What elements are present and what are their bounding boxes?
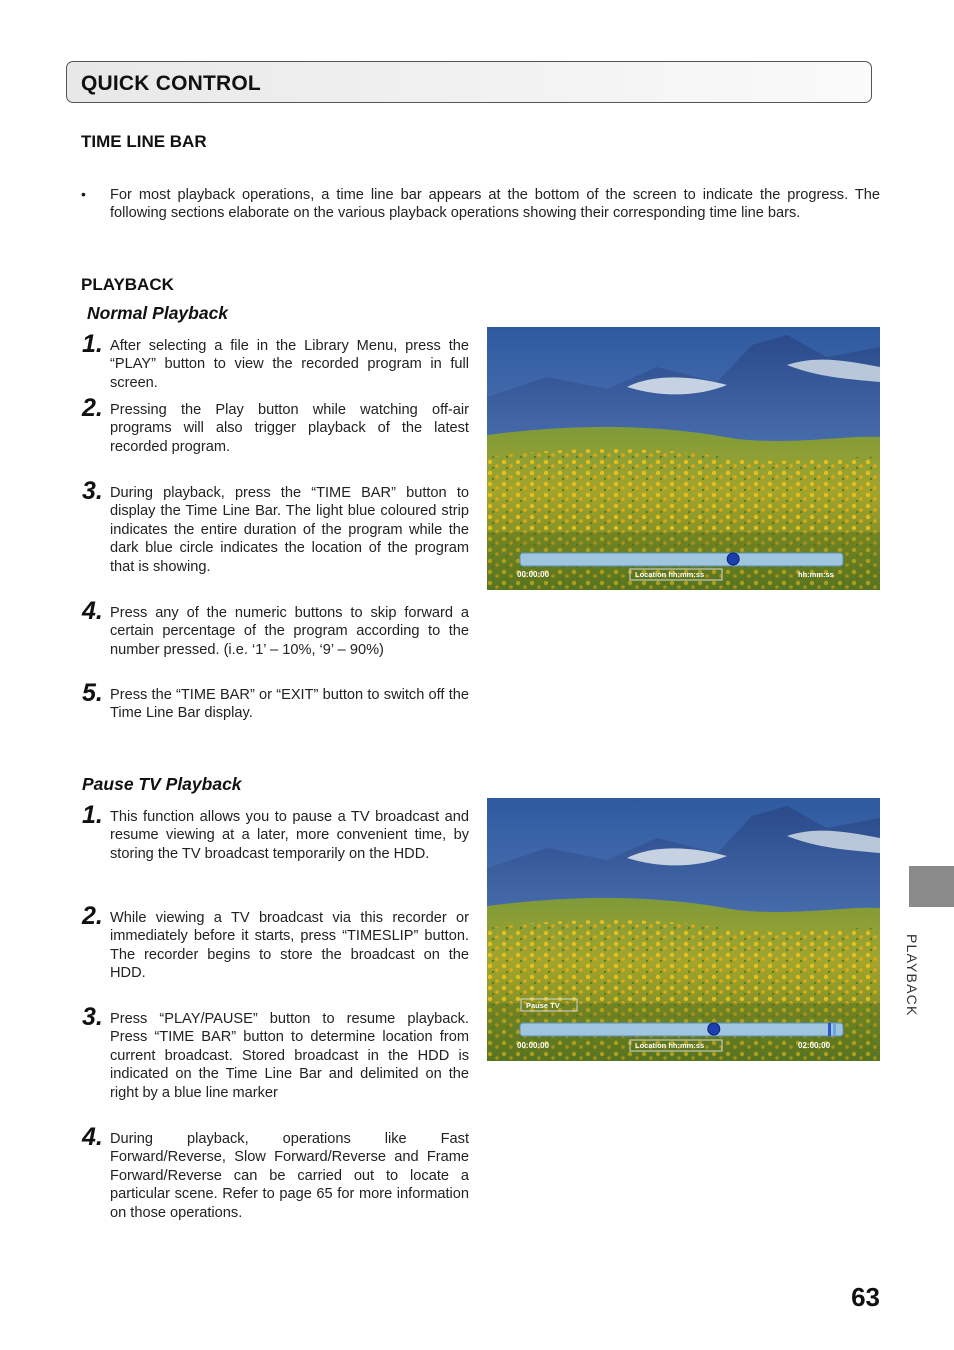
pause-step-3-number: 3. [82,1003,103,1031]
time-line-bar-intro: For most playback operations, a time line bar appears at the bottom of the screen to indicate the progress. The following sections elaborate on the various playback operations showing their corresponding time line bars. [110,187,880,222]
normal-playback-screenshot [487,327,880,590]
pause-step-3-text: Press “PLAY/PAUSE” button to resume playback. Press “TIME BAR” button to determine location from current broadcast. Stored broadcast in the HDD is indicated on the Time Line Bar and delimited on the right by a blue line marker [110,1011,469,1101]
time-line-bar-heading: TIME LINE BAR [81,132,207,151]
normal-step-5-number: 5. [82,679,103,707]
normal-step-4-number: 4. [82,597,103,625]
pause-step-4-number: 4. [82,1123,103,1151]
normal-end-time: hh:mm:ss [798,570,834,579]
pause-end-time: 02:00:00 [798,1041,831,1050]
pause-tv-badge: Pause TV [526,1001,560,1010]
bullet-marker: • [81,186,86,202]
pause-step-4-text: During playback, operations like Fast Forward/Reverse, Slow Forward/Reverse and Frame Forward/Reverse can be carried out to locate a particular scene. Refer to page 65 for more information on those operations. [110,1131,469,1221]
chapter-tab [909,866,954,907]
pause-start-time: 00:00:00 [517,1041,550,1050]
page-number: 63 [851,1282,880,1312]
normal-location-label: Location hh:mm:ss [635,570,705,579]
pause-location-label: Location hh:mm:ss [635,1041,705,1050]
chapter-tab-label [904,934,928,1054]
normal-playback-scene [487,327,880,590]
normal-step-1-number: 1. [82,330,103,358]
normal-step-2-number: 2. [82,394,103,422]
normal-step-1-text: After selecting a file in the Library Menu, press the “PLAY” button to view the recorded program in full screen. [110,338,469,391]
normal-step-5-text: Press the “TIME BAR” or “EXIT” button to switch off the Time Line Bar display. [110,687,469,722]
normal-start-time: 00:00:00 [517,570,550,579]
playback-heading: PLAYBACK [81,275,174,294]
normal-step-2-text: Pressing the Play button while watching off-air programs will also trigger playback of the latest recorded program. [110,402,469,455]
pause-step-1-number: 1. [82,801,103,829]
pause-tv-heading: Pause TV Playback [82,774,242,794]
pause-step-1-text: This function allows you to pause a TV broadcast and resume viewing at a later, more convenient time, by storing the TV broadcast temporarily on the HDD. [110,809,469,862]
section-title: QUICK CONTROL [81,72,261,95]
section-banner [66,61,872,103]
pause-step-2-text: While viewing a TV broadcast via this recorder or immediately before it starts, press “TIMESLIP” button. The recorder begins to store the broadcast on the HDD. [110,910,469,982]
normal-step-3-number: 3. [82,477,103,505]
pause-step-2-number: 2. [82,902,103,930]
normal-playback-heading: Normal Playback [87,303,229,323]
pause-tv-scene [487,798,880,1061]
pause-tv-screenshot [487,798,880,1061]
normal-step-3-text: During playback, press the “TIME BAR” button to display the Time Line Bar. The light blue coloured strip indicates the entire duration of the program while the dark blue circle indicates the location of the program that is showing. [110,485,469,575]
chapter-tab-text: PLAYBACK [904,934,920,1017]
normal-step-4-text: Press any of the numeric buttons to skip forward a certain percentage of the program according to the number pressed. (i.e. ‘1’ – 10%, ‘9’ – 90%) [110,605,469,658]
